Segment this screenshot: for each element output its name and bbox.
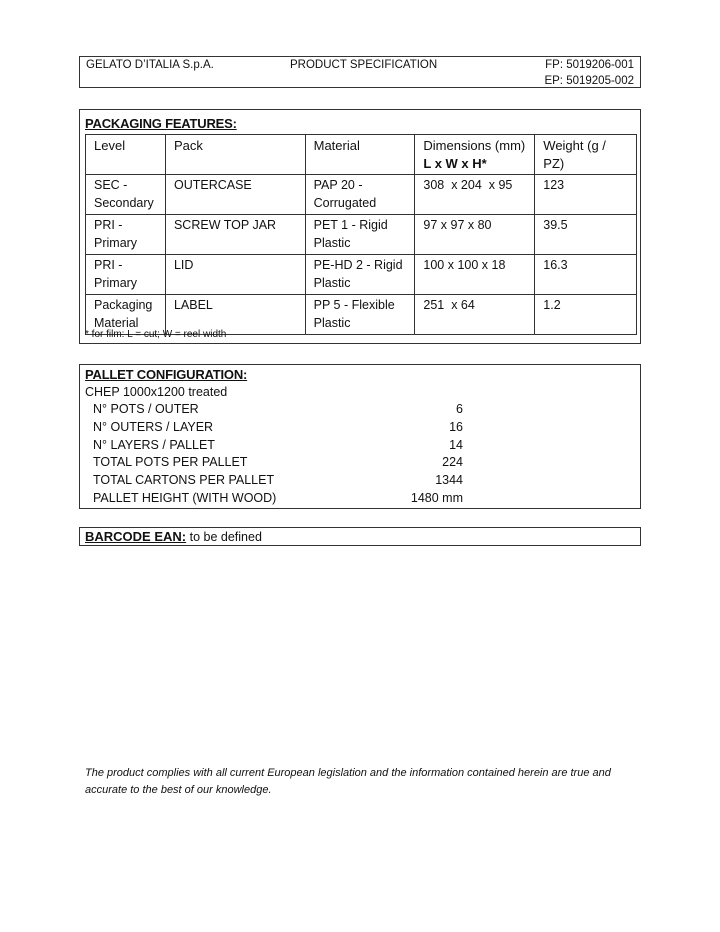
cell-dimensions: 100 x 100 x 18: [415, 255, 535, 295]
cell-weight: 16.3: [535, 255, 637, 295]
pallet-row: [93, 437, 463, 455]
pallet-type: CHEP 1000x1200 treated: [85, 385, 228, 399]
pallet-row: [93, 401, 463, 419]
pallet-row-label: TOTAL CARTONS PER PALLET: [93, 473, 275, 488]
pallet-row: [93, 472, 463, 490]
packaging-table: [85, 134, 637, 335]
cell-pack: LABEL: [165, 295, 305, 335]
col-material: Material: [305, 135, 415, 175]
cell-weight: 123: [535, 175, 637, 215]
pallet-row-label: TOTAL POTS PER PALLET: [93, 455, 248, 470]
pallet-row-label: PALLET HEIGHT (WITH WOOD): [93, 490, 277, 505]
pallet-row-value: 14: [449, 437, 463, 452]
barcode-value: to be defined: [189, 530, 262, 544]
cell-level: SEC - Secondary: [86, 175, 166, 215]
document-type: PRODUCT SPECIFICATION: [290, 59, 438, 71]
company-name: GELATO D’ITALIA S.p.A.: [86, 59, 214, 71]
cell-material: PP 5 - Flexible Plastic: [305, 295, 415, 335]
col-dimensions-label: Dimensions (mm): [423, 138, 526, 153]
cell-dimensions: 308 x 204 x 95: [415, 175, 535, 215]
cell-dimensions: 97 x 97 x 80: [415, 215, 535, 255]
packaging-section: [79, 109, 641, 344]
pallet-config-list: [93, 401, 463, 508]
col-dimensions: [415, 135, 535, 175]
cell-pack: LID: [165, 255, 305, 295]
pallet-row-value: 1344: [435, 473, 463, 488]
packaging-title: PACKAGING FEATURES:: [85, 116, 237, 131]
legal-disclaimer: The product complies with all current European legislation and the information contained herein are true and accurate to the best of our knowledge.: [85, 767, 611, 796]
pallet-row-value: 1480 mm: [410, 490, 463, 505]
barcode-label: BARCODE EAN:: [85, 529, 187, 544]
pallet-row: [93, 419, 463, 437]
pallet-row-label: N° OUTERS / LAYER: [93, 419, 214, 434]
table-row: [86, 175, 637, 215]
packaging-footnote: * for film: L = cut; W = reel width: [85, 329, 227, 340]
pallet-row-label: N° POTS / OUTER: [93, 402, 199, 416]
pallet-row-value: 224: [442, 455, 463, 470]
pallet-row-value: 6: [456, 402, 463, 416]
barcode-section: [79, 527, 641, 546]
pallet-title: PALLET CONFIGURATION:: [85, 367, 248, 382]
pallet-row-label: N° LAYERS / PALLET: [93, 437, 215, 452]
cell-level: PRI - Primary: [86, 255, 166, 295]
cell-material: PAP 20 - Corrugated: [305, 175, 415, 215]
pallet-row: [93, 454, 463, 472]
col-level: Level: [86, 135, 166, 175]
cell-level: Packaging Material: [86, 295, 166, 335]
table-row: [86, 215, 637, 255]
document-header: [79, 56, 641, 88]
code-ep: EP: 5019205-002: [544, 75, 634, 87]
code-fp: FP: 5019206-001: [545, 59, 634, 71]
pallet-row-value: 16: [449, 419, 463, 434]
col-dimensions-sub: L x W x H*: [423, 155, 487, 171]
cell-dimensions: 251 x 64: [415, 295, 535, 335]
barcode-line: [85, 528, 262, 546]
col-pack: Pack: [165, 135, 305, 175]
cell-pack: OUTERCASE: [165, 175, 305, 215]
product-codes: [544, 57, 634, 89]
table-header-row: [86, 135, 637, 175]
pallet-section: [79, 364, 641, 509]
table-row: [86, 255, 637, 295]
cell-weight: 1.2: [535, 295, 637, 335]
cell-level: PRI - Primary: [86, 215, 166, 255]
cell-weight: 39.5: [535, 215, 637, 255]
col-weight: Weight (g / PZ): [535, 135, 637, 175]
pallet-row: [93, 490, 463, 508]
cell-pack: SCREW TOP JAR: [165, 215, 305, 255]
cell-material: PET 1 - Rigid Plastic: [305, 215, 415, 255]
cell-material: PE-HD 2 - Rigid Plastic: [305, 255, 415, 295]
